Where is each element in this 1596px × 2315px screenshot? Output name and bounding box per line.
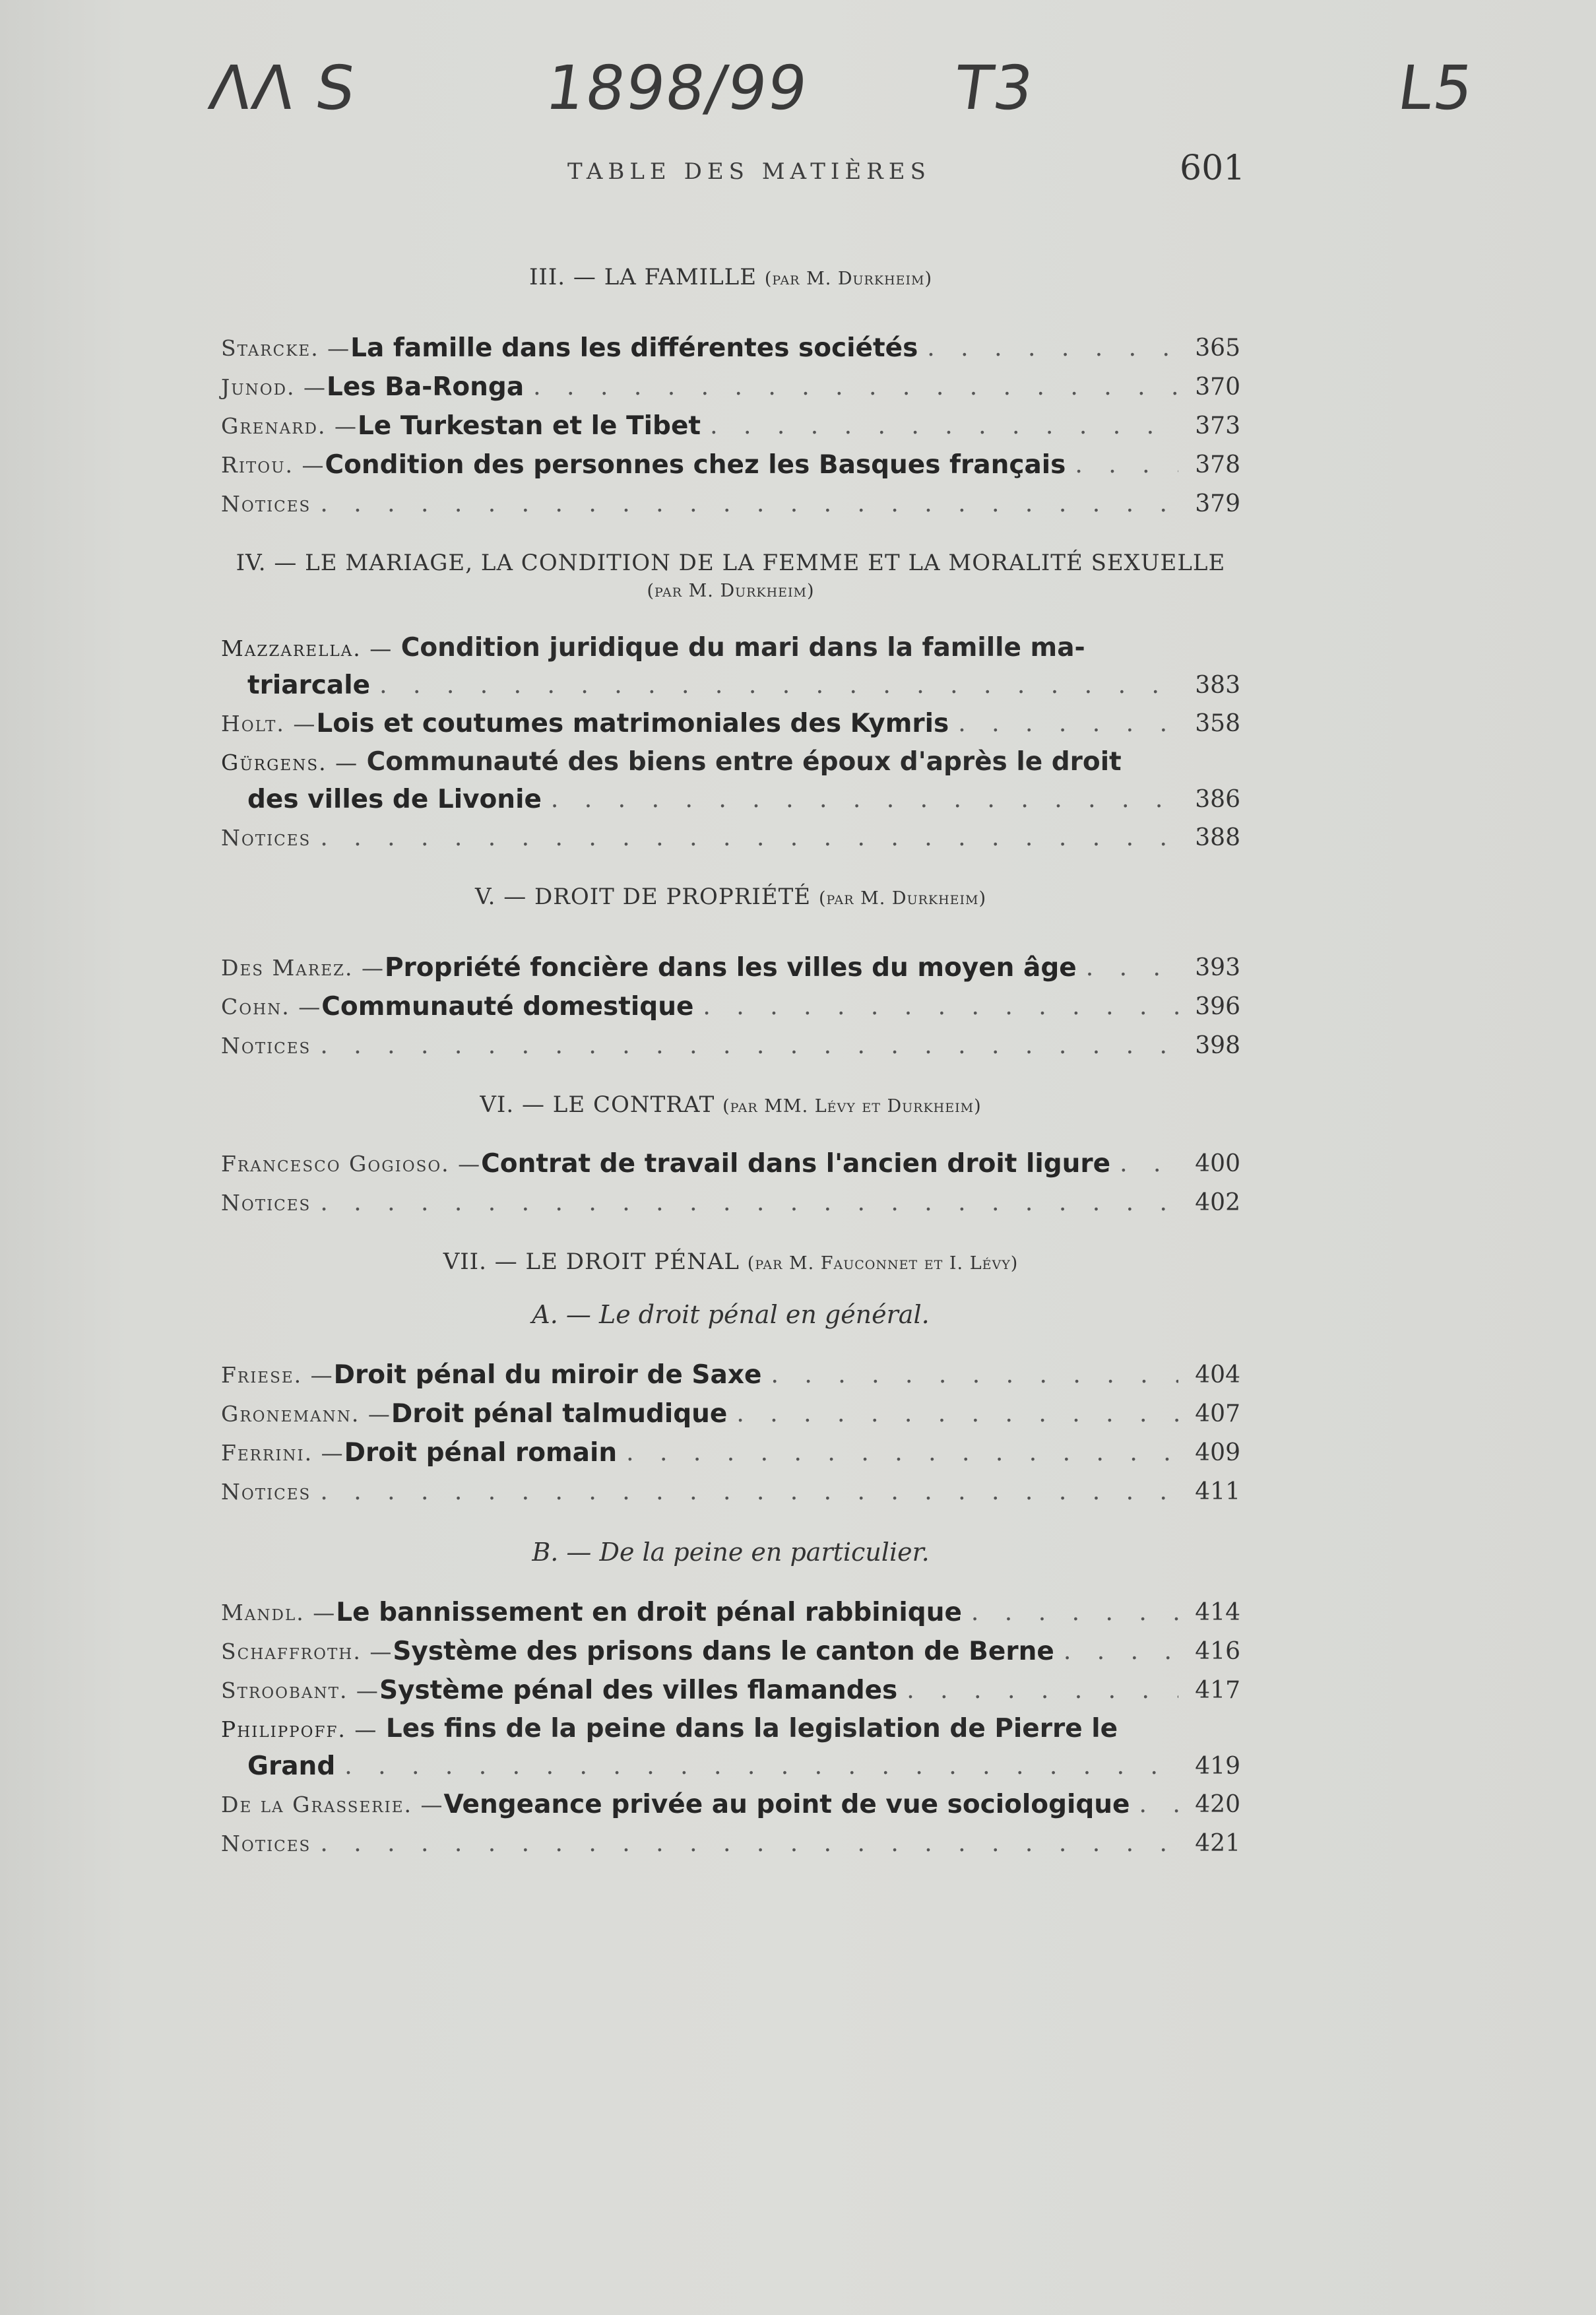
entry-title: Vengeance privée au point de vue sociologique [443,1790,1130,1819]
leader-dots [320,1824,1178,1863]
handwritten-note-1: ΛΛ S [205,53,362,123]
toc-entry[interactable] [221,1394,1240,1433]
entry-author: Stroobant. — [221,1678,379,1703]
subsection-heading: A. — Le droit pénal en général. [532,1300,930,1329]
leader-dots [927,329,1178,368]
entry-author: Notices [221,1033,311,1059]
leader-dots [551,781,1178,818]
leader-dots [703,987,1178,1026]
entry-author: Gronemann. — [221,1401,391,1427]
entry-author: Des Marez. — [221,955,385,981]
toc-entry[interactable] [221,987,1240,1026]
toc-entry[interactable] [221,1144,1240,1183]
entry-title: La famille dans les différentes sociétés [350,333,918,363]
entry-page: 414 [1195,1599,1240,1626]
entry-author: Grenard. — [221,413,358,439]
entry-title: Communauté domestique [321,992,694,1022]
section-heading [221,264,1240,290]
entry-title: Le Turkestan et le Tibet [357,411,701,441]
toc-entry[interactable] [221,1472,1240,1511]
page-number: 601 [1180,148,1246,188]
entry-author: Notices [221,1831,311,1856]
entry-page: 416 [1195,1638,1240,1665]
entry-page: 378 [1195,451,1240,478]
leader-dots [1075,445,1178,484]
entry-title: Le bannissement en droit pénal rabbinique [336,1598,962,1627]
entry-page: 421 [1195,1830,1240,1857]
entry-page: 407 [1195,1400,1240,1427]
entry-page: 409 [1195,1439,1240,1466]
entry-author: Notices [221,491,311,517]
section-title: VII. — LE DROIT PÉNAL [443,1249,740,1275]
toc-entry[interactable] [221,1355,1240,1394]
entry-author: Gürgens. — [221,750,367,775]
section-title: IV. — LE MARIAGE, LA CONDITION DE LA FEMME ET LA MORALITÉ SEXUELLE [236,550,1226,576]
leader-dots [1086,948,1178,987]
entry-author: Notices [221,825,311,851]
section-author: (par M. Fauconnet et I. Lévy) [747,1253,1019,1274]
entry-author: Philippoff. — [221,1716,386,1742]
toc-entry[interactable] [221,1433,1240,1472]
leader-dots [771,1355,1178,1394]
entry-title: Droit pénal romain [344,1438,618,1468]
entry-page: 402 [1195,1189,1240,1216]
section-author: (par M. Durkheim) [764,269,932,289]
entry-title: Droit pénal talmudique [391,1399,728,1429]
entry-page: 419 [1195,1753,1240,1780]
toc-entry[interactable] [221,1824,1240,1863]
leader-dots [379,667,1178,704]
leader-dots [907,1671,1178,1710]
leader-dots [958,704,1178,743]
section-heading [221,1249,1240,1275]
section-author: (par MM. Lévy et Durkheim) [722,1096,982,1117]
entry-title: Droit pénal du miroir de Saxe [333,1360,762,1390]
toc-entry[interactable] [221,329,1240,368]
section-title: III. — LA FAMILLE [529,264,757,290]
entry-title: Système pénal des villes flamandes [379,1676,898,1705]
entry-page: 411 [1195,1478,1240,1505]
entry-page: 383 [1195,672,1240,699]
leader-dots [533,368,1178,407]
entry-page: 396 [1195,993,1240,1020]
entry-author: Friese. — [221,1362,334,1388]
section-heading [221,884,1240,910]
leader-dots [344,1748,1178,1785]
toc-entry[interactable] [221,368,1240,407]
entry-author: Cohn. — [221,994,322,1020]
table-of-contents [221,251,1240,1863]
handwritten-note-4: L5 [1393,53,1479,123]
entry-author: Notices [221,1190,311,1216]
handwritten-note-3: T3 [950,53,1039,123]
toc-entry[interactable] [221,1785,1240,1824]
entry-page: 398 [1195,1032,1240,1059]
entry-page: 417 [1195,1677,1240,1704]
entry-author: Ritou. — [221,452,325,478]
entry-title: Communauté des biens entre époux d'après le droit [366,747,1122,777]
leader-dots [710,407,1178,445]
entry-title: Condition des personnes chez les Basques français [325,450,1066,480]
toc-entry[interactable] [221,1593,1240,1632]
section-author: (par M. Durkheim) [818,888,987,909]
entry-title: Les fins de la peine dans la legislation de Pierre le [385,1714,1118,1744]
entry-title: Système des prisons dans le canton de Berne [393,1637,1054,1666]
leader-dots [1064,1632,1178,1671]
toc-entry[interactable] [221,1632,1240,1671]
leader-dots [320,1026,1178,1065]
entry-page: 373 [1195,412,1240,440]
entry-page: 400 [1195,1150,1240,1177]
toc-entry[interactable] [221,743,1240,818]
entry-author: De la Grasserie. — [221,1792,444,1817]
toc-entry[interactable] [221,1183,1240,1222]
section-heading [221,550,1240,603]
entry-title: Lois et coutumes matrimoniales des Kymris [316,709,949,738]
toc-entry[interactable] [221,818,1240,857]
entry-page: 365 [1195,335,1240,362]
toc-entry[interactable] [221,484,1240,523]
leader-dots [320,818,1178,857]
leader-dots [320,1472,1178,1511]
entry-page: 420 [1195,1791,1240,1818]
leader-dots [320,1183,1178,1222]
toc-entry[interactable] [221,1026,1240,1065]
entry-author: Ferrini. — [221,1440,344,1466]
entry-page: 358 [1195,710,1240,737]
toc-entry[interactable] [221,1710,1240,1785]
entry-title-continued: Grand [247,1751,336,1781]
entry-author: Mandl. — [221,1600,336,1625]
leader-dots [971,1593,1178,1632]
leader-dots [320,484,1178,523]
toc-entry[interactable] [221,948,1240,987]
leader-dots [736,1394,1178,1433]
entry-author: Francesco Gogioso. — [221,1151,482,1177]
leader-dots [626,1433,1178,1472]
entry-author: Holt. — [221,711,317,736]
entry-title-continued: triarcale [247,670,371,700]
leader-dots [1139,1785,1178,1824]
handwritten-note-2: 1898/99 [541,53,813,123]
entry-title-continued: des villes de Livonie [247,785,542,814]
section-title: V. — DROIT DE PROPRIÉTÉ [474,884,812,910]
entry-page: 393 [1195,954,1240,981]
entry-author: Schaffroth. — [221,1639,393,1664]
entry-title: Propriété foncière dans les villes du moyen âge [384,953,1077,983]
entry-page: 379 [1195,490,1240,517]
section-title: VI. — LE CONTRAT [480,1092,715,1118]
entry-author: Starcke. — [221,335,351,361]
toc-entry[interactable] [221,704,1240,743]
entry-title: Les Ba-Ronga [327,372,525,402]
leader-dots [1120,1144,1178,1183]
toc-entry[interactable] [221,445,1240,484]
entry-page: 370 [1195,374,1240,401]
running-header: TABLE DES MATIÈRES [567,158,931,185]
entry-author: Mazzarella. — [221,636,401,661]
section-author: (par M. Durkheim) [647,581,815,601]
entry-title: Contrat de travail dans l'ancien droit ligure [481,1149,1111,1179]
entry-page: 404 [1195,1361,1240,1388]
toc-entry[interactable] [221,1671,1240,1710]
entry-author: Notices [221,1479,311,1505]
entry-page: 386 [1195,786,1240,813]
section-heading [221,1092,1240,1118]
subsection-heading: B. — De la peine en particulier. [532,1538,930,1567]
toc-entry[interactable] [221,407,1240,445]
entry-page: 388 [1195,824,1240,851]
toc-entry[interactable] [221,629,1240,704]
entry-title: Condition juridique du mari dans la famille ma- [400,633,1085,663]
entry-author: Junod. — [221,374,327,400]
